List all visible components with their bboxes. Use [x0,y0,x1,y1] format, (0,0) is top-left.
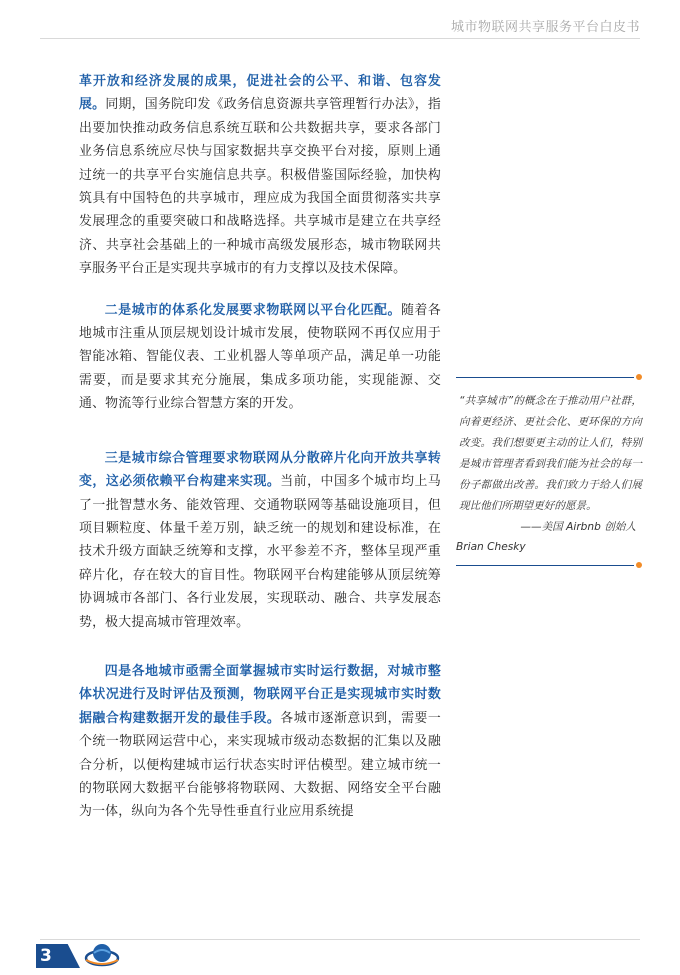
quote-author-name: Brian Chesky [456,541,526,553]
quote-dot-top [636,374,642,380]
paragraph-3 [79,447,441,634]
quote-top-rule [456,377,634,378]
paragraph-1 [79,70,441,281]
page-number: 3 [40,946,52,966]
paragraph-2-highlight: 二是城市的体系化发展要求物联网以平台化匹配。 [104,302,401,318]
document-title: 城市物联网共享服务平台白皮书 [450,20,640,35]
sidebar-quote [456,377,642,566]
page-header [0,0,680,44]
paragraph-4 [79,660,441,824]
main-text-column [79,70,441,824]
header-divider [40,38,640,39]
paragraph-4-highlight: 四是各地城市亟需全面掌握城市实时运行数据，对城市整体状况进行及时评估及预测，物联网平台正是实现城市实时数据融合构建数据开发的最佳手段。 [79,663,441,726]
footer-divider [40,939,640,940]
quote-attribution: ——美国 Airbnb 创始人 [520,521,636,533]
paragraph-2 [79,299,441,416]
quote-bottom-rule [456,565,634,566]
quote-dot-bottom [636,562,642,568]
paragraph-1-body: 同期，国务院印发《政务信息资源共享管理暂行办法》，指出要加快推动政务信息系统互联和公共数据共享，要求各部门业务信息系统应尽快与国家数据共享交换平台对接，原则上通过统一的共享平台实施信息共享。积极借鉴国际经验，加快构筑具有中国特色的共享城市，理应成为我国全面贯彻落实共享发展理念的重要突破口和战略选择。共享城市是建立在共享经济、共享社会基础上的一种城市高级发展形态，城市物联网共享服务平台正是实现共享城市的有力支撑以及技术保障。 [79,97,441,277]
paragraph-3-highlight: 三是城市综合管理要求物联网从分散碎片化向开放共享转变，这必须依赖平台构建来实现。 [79,450,441,490]
paragraph-1-highlight: 革开放和经济发展的成果，促进社会的公平、和谐、包容发展。 [79,74,441,113]
paragraph-2-body: 随着各地城市注重从顶层规划设计城市发展，使物联网不再仅应用于智能冰箱、智能仪表、工业机器人等单项产品，满足单一功能需要，而是要求其充分施展，集成多项功能，实现能源、交通、物流等行业综合智慧方案的开发。 [79,302,441,412]
paragraph-4-body: 各城市逐渐意识到，需要一个统一物联网运营中心，来实现城市级动态数据的汇集以及融合分析，以便构建城市运行状态实时评估模型。建立城市统一的物联网大数据平台能够将物联网、大数据、网络安全平台融为一体，纵向为各个先导性垂直行业应用系统提 [79,710,441,820]
globe-logo-icon [84,941,120,971]
quote-text: “共享城市”的概念在于推动用户社群，向着更经济、更社会化、更环保的方向改变。我们想要更主动的让人们，特别是城市管理者看到我们能为社会的每一份子都做出改善。我们致力于给人们展现比他们所期望更好的愿景。 [459,395,642,512]
paragraph-3-body: 当前，中国多个城市均上马了一批智慧水务、能效管理、交通物联网等基础设施项目，但项目颗粒度、体量千差万别，缺乏统一的规划和建设标准，在技术升级方面缺乏统筹和支撑，水平参差不齐，整体呈现严重碎片化，存在较大的盲目性。物联网平台构建能够从顶层统筹协调城市各部门、各行业发展，实现联动、融合、共享发展态势，极大提高城市管理效率。 [79,474,441,630]
